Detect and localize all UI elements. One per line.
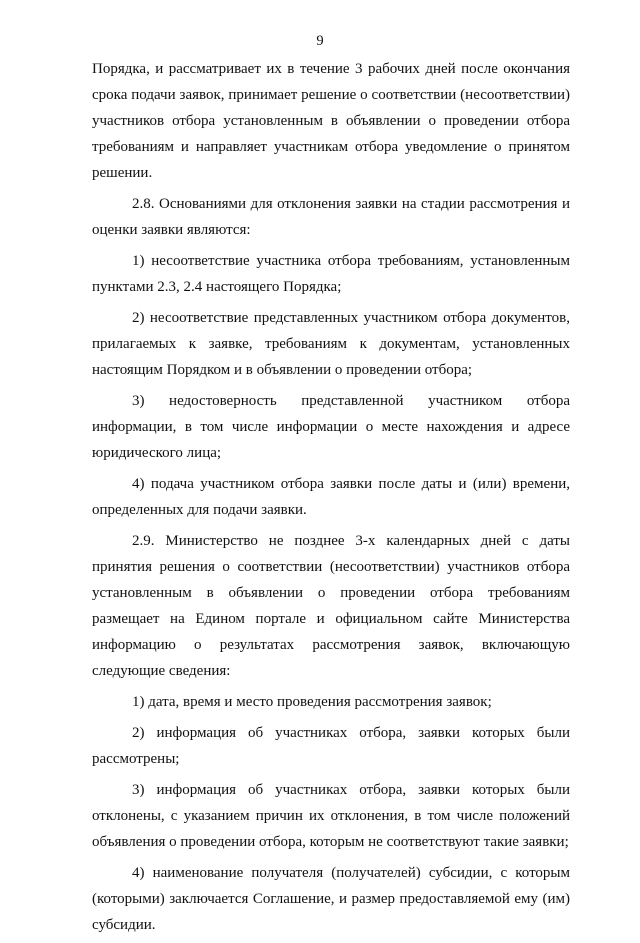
paragraph-2-9: 2.9. Министерство не позднее 3-х календарных дней с даты принятия решения о соответствии (несоответствии) участников отбора установленным в объявлении о проведении отбора требованиям размещает на Едином портале и официальном сайте Министерства информацию о результатах рассмотрения заявок, включающую следующие сведения: [92,533,570,679]
list-item-2-8-3: 3) недостоверность представленной участником отбора информации, в том числе информации о месте нахождения и адресе юридического лица; [92,393,570,461]
list-item-2-8-1: 1) несоответствие участника отбора требованиям, установленным пунктами 2.3, 2.4 настоящего Порядка; [92,253,570,295]
list-item-2-9-2: 2) информация об участниках отбора, заявки которых были рассмотрены; [92,725,570,767]
list-item-2-9-4: 4) наименование получателя (получателей) субсидии, с которым (которыми) заключается Соглашение, и размер предоставляемой ему (им) субсидии. [92,865,570,933]
paragraph-continuation: Порядка, и рассматривает их в течение 3 рабочих дней после окончания срока подачи заявок, принимает решение о соответствии (несоответствии) участников отбора установленным в объявлении о проведении отбора требованиям и направляет участникам отбора уведомление о принятом решении. [92,61,570,181]
page-number: 9 [316,33,324,49]
list-item-2-9-3: 3) информация об участниках отбора, заявки которых были отклонены, с указанием причин их отклонения, в том числе положений объявления о проведении отбора, которым не соответствуют такие заявки; [92,782,570,850]
list-item-2-8-4: 4) подача участником отбора заявки после даты и (или) времени, определенных для подачи заявки. [92,476,570,518]
list-item-2-9-1: 1) дата, время и место проведения рассмотрения заявок; [132,694,492,710]
paragraph-2-8: 2.8. Основаниями для отклонения заявки на стадии рассмотрения и оценки заявки являются: [92,196,570,238]
list-item-2-8-2: 2) несоответствие представленных участником отбора документов, прилагаемых к заявке, требованиям к документам, установленных настоящим Порядком и в объявлении о проведении отбора; [92,310,570,378]
document-body [92,56,570,943]
